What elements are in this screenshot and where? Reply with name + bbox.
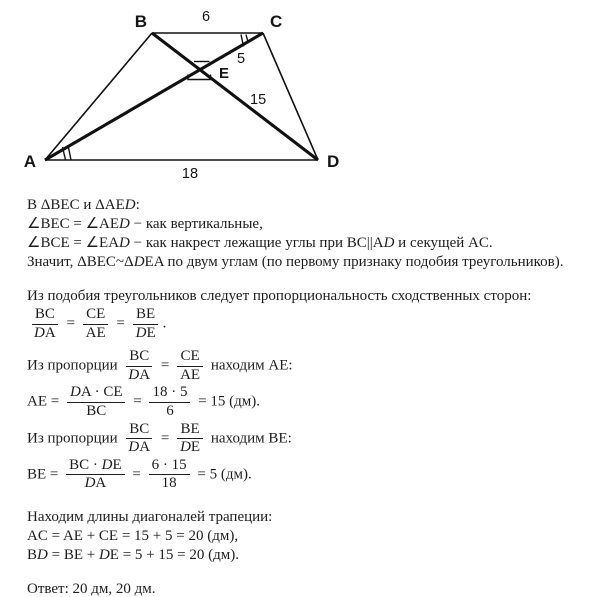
side-cd xyxy=(263,33,318,160)
diagonal-bd xyxy=(152,33,318,160)
side-ab xyxy=(45,33,152,160)
solution-line: $\frac{BC}{DA}$ = $\frac{CE}{AE}$ = $\frac{BE}{DE}$ . xyxy=(27,306,588,342)
proportion-block xyxy=(27,287,588,342)
solution-line: Из пропорции $\frac{BC}{DA}$ = $\frac{BE}{DE}$ находим BE: xyxy=(27,420,292,456)
fraction: $\frac{6 \cdot 15}{18}$ xyxy=(149,458,190,492)
vertex-label-c: C xyxy=(270,12,283,31)
solution-line: В ΔBEC и ΔAED: xyxy=(27,197,140,213)
length-label-ce: 5 xyxy=(237,51,246,67)
answer-block xyxy=(27,580,588,597)
solution-line: Ответ: 20 дм, 20 дм. xyxy=(27,580,156,597)
fraction: $\frac{BE}{DE}$ xyxy=(177,422,203,456)
fraction: $\frac{BC}{DA}$ xyxy=(125,422,153,456)
trapezoid-diagram xyxy=(0,0,372,192)
solution-text xyxy=(27,196,588,597)
fraction: $\frac{CE}{AE}$ xyxy=(83,307,109,341)
length-label-ed: 15 xyxy=(250,92,267,108)
length-label-ad: 18 xyxy=(181,166,199,182)
angle-equality-block xyxy=(27,196,588,272)
solution-line: AE = $\frac{DA \cdot CE}{BC}$ = $\frac{18 \cdot 5}{6}$ = 15 (дм). xyxy=(27,384,261,419)
vertex-label-d: D xyxy=(327,152,340,171)
vertex-label-b: B xyxy=(134,12,147,31)
solution-line: AC = AE + CE = 15 + 5 = 20 (дм), xyxy=(27,527,239,544)
diagonals-block xyxy=(27,508,588,565)
fraction: $\frac{CE}{AE}$ xyxy=(177,349,203,383)
solution-line: Находим длины диагоналей трапеции: xyxy=(27,508,273,525)
fraction: $\frac{BE}{DE}$ xyxy=(133,307,159,341)
diagonal-ac xyxy=(45,33,263,160)
solution-line: Значит, ΔBEC~ΔDEA по двум углам (по первому признаку подобия треугольников). xyxy=(27,254,564,270)
fraction: $\frac{BC}{DA}$ xyxy=(125,349,153,383)
solution-line: BD = BE + DE = 5 + 15 = 20 (дм). xyxy=(27,546,239,563)
fraction: $\frac{BC \cdot DE}{DA}$ xyxy=(66,458,125,492)
solution-line: BE = $\frac{BC \cdot DE}{DA}$ = $\frac{6 \cdot 15}{18}$ = 5 (дм). xyxy=(27,456,252,492)
solution-line: ∠BCE = ∠EAD − как накрест лежащие углы при BC||AD и секущей AC. xyxy=(27,235,493,251)
fraction: $\frac{DA \cdot CE}{BC}$ xyxy=(67,385,126,419)
solution-line: ∠BEC = ∠AED − как вертикальные, xyxy=(27,216,263,232)
fraction: $\frac{BC}{DA}$ xyxy=(31,307,59,341)
vertex-label-e: E xyxy=(219,65,230,82)
solution-line: Из подобия треугольников следует пропорциональность сходственных сторон: xyxy=(27,288,532,304)
ae-be-calculation-block xyxy=(27,348,588,493)
fraction: $\frac{18 \cdot 5}{6}$ xyxy=(149,385,190,419)
length-label-bc: 6 xyxy=(201,9,211,25)
angle-mark-c-2 xyxy=(246,35,248,43)
solution-line: Из пропорции $\frac{BC}{DA}$ = $\frac{CE}{AE}$ находим AE: xyxy=(27,348,293,383)
vertex-label-a: A xyxy=(23,152,36,171)
